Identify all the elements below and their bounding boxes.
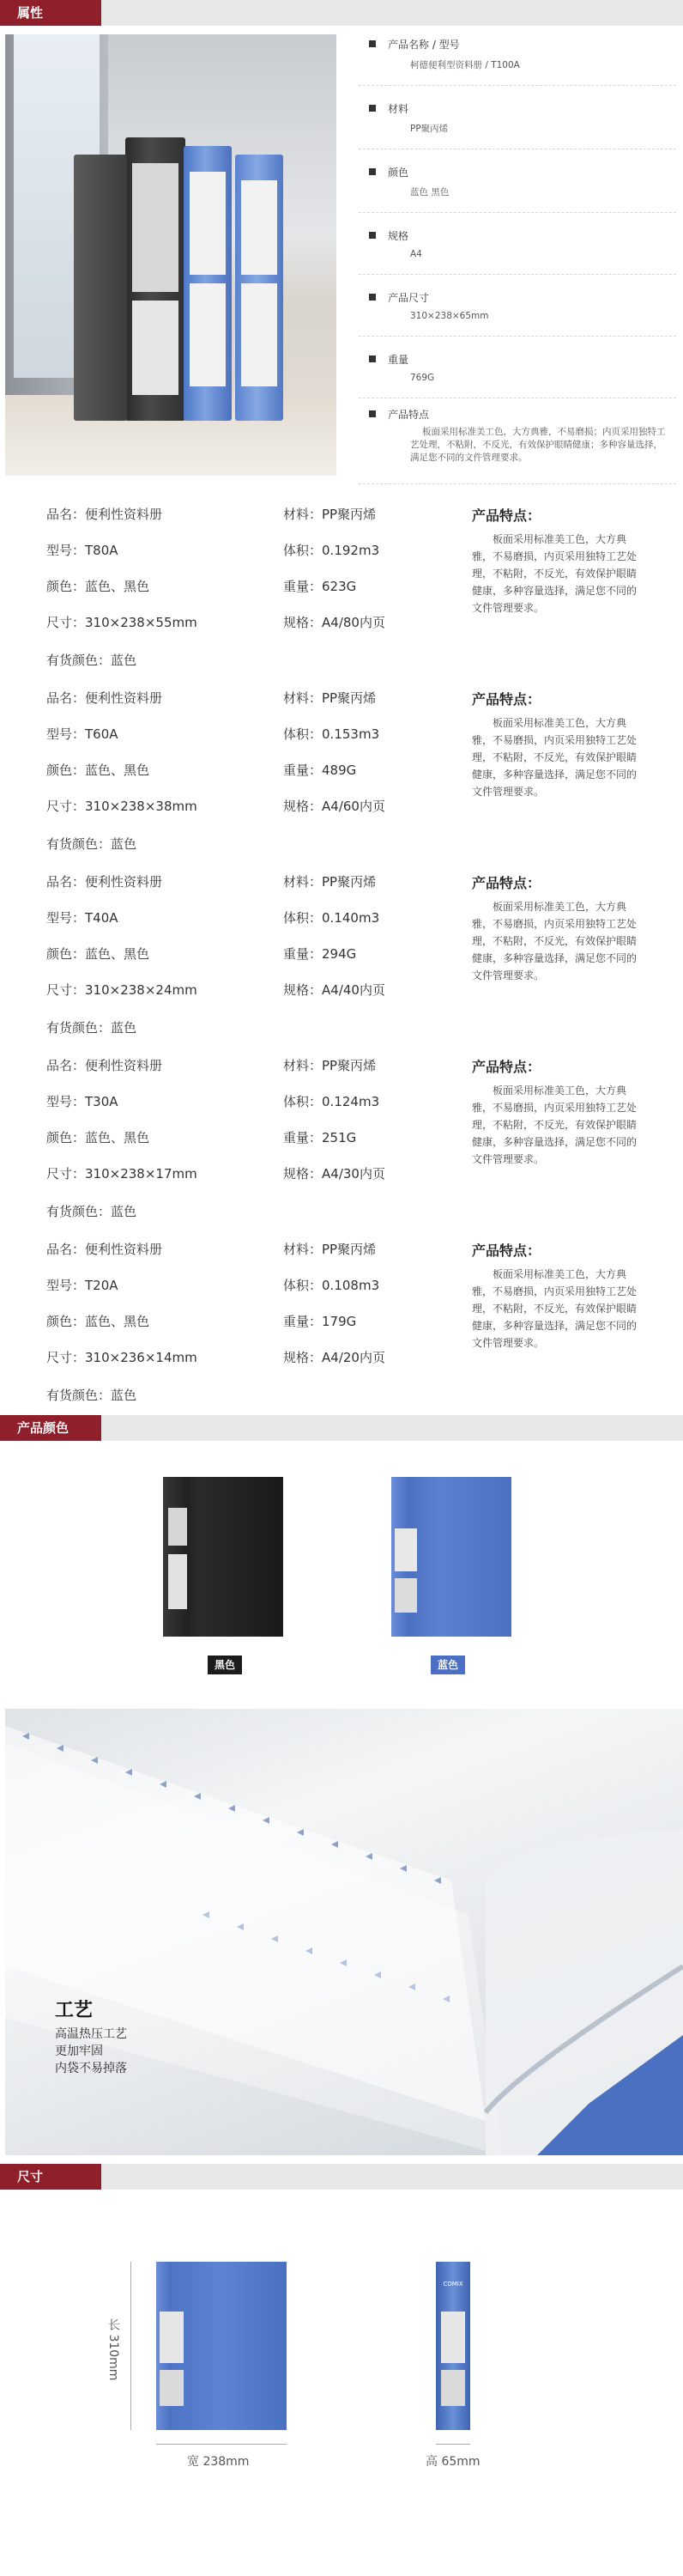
spec-color-label: 颜色：: [46, 946, 86, 962]
sheet-protector-illustration: [5, 1709, 683, 2155]
spec-volume-value: 0.192m3: [322, 543, 380, 558]
craft-line-3: 内袋不易掉落: [55, 2062, 127, 2075]
size-section-bar: [0, 2164, 683, 2190]
spec-material: [283, 505, 376, 523]
colors-section-title: 产品颜色: [0, 1415, 101, 1441]
spec-model: [46, 1092, 118, 1110]
spec-weight: [283, 1312, 356, 1330]
spec-volume: [283, 1276, 379, 1294]
attributes-section-bar: [0, 0, 683, 26]
blue-binder-image: [391, 1477, 511, 1637]
bullet-icon: [369, 410, 376, 417]
spec-color: [46, 1128, 149, 1146]
spec-block: [0, 1228, 683, 1410]
spec-volume-value: 0.124m3: [322, 1094, 380, 1109]
spec-name-value: 便利性资料册: [85, 1058, 163, 1073]
spec-name: [46, 505, 162, 523]
spec-weight: [283, 761, 356, 779]
spec-size-label: 尺寸：: [46, 982, 86, 998]
brand-text: COMIX: [443, 2281, 463, 2287]
spec-volume-label: 体积：: [283, 910, 323, 926]
spec-color-value: 蓝色、黑色: [85, 579, 150, 594]
spec-size: [46, 1348, 197, 1366]
spec-material-label: 材料：: [283, 1242, 323, 1257]
craft-line-2: 更加牢固: [55, 2044, 103, 2058]
attr-size: 产品尺寸 310×238×65mm: [359, 275, 676, 337]
spec-features-title: 产品特点：: [472, 1242, 541, 1259]
spec-volume-label: 体积：: [283, 1278, 323, 1293]
spec-weight-value: 489G: [322, 762, 357, 778]
bullet-icon: [369, 105, 376, 112]
spec-material-label: 材料：: [283, 1058, 323, 1073]
spec-volume: [283, 1092, 379, 1110]
spec-color: [46, 761, 149, 779]
bullet-icon: [369, 168, 376, 175]
colors-section-bar: [0, 1415, 683, 1441]
spec-color-label: 颜色：: [46, 1130, 86, 1145]
spec-stock-value: 蓝色: [111, 1204, 137, 1219]
spec-name-value: 便利性资料册: [85, 690, 163, 706]
spec-volume: [283, 908, 379, 927]
attr-name-model: 产品名称 / 型号 柯德便利型资料册 / T100A: [359, 34, 676, 86]
spec-material: [283, 1056, 376, 1074]
spec-model: [46, 908, 118, 927]
spec-color-value: 蓝色、黑色: [85, 762, 150, 778]
spec-material: [283, 1240, 376, 1258]
spec-material-value: PP聚丙烯: [322, 1242, 377, 1257]
spec-name-label: 品名：: [46, 1242, 86, 1257]
spec-spec-label: 规格：: [283, 799, 323, 814]
spec-size-value: 310×238×17mm: [85, 1166, 197, 1182]
attributes-section-title: 属性: [0, 0, 101, 26]
black-binder-cover: [74, 155, 127, 421]
spec-spec-value: A4/60内页: [322, 799, 385, 814]
spec-spec-label: 规格：: [283, 982, 323, 998]
spec-stock: [46, 651, 136, 669]
spec-color: [46, 1312, 149, 1330]
spec-features-text: 板面采用标准美工色，大方典雅，不易磨损，内页采用独特工艺处理，不粘附，不反光，有效保护眼睛健康，多种容量选择，满足您不同的文件管理要求。: [472, 717, 638, 798]
attribute-list: [359, 34, 676, 484]
spec-material-label: 材料：: [283, 874, 323, 890]
blue-color-label: 蓝色: [431, 1656, 465, 1674]
spec-color-label: 颜色：: [46, 1314, 86, 1329]
spec-block: [0, 1044, 683, 1226]
spec-model: [46, 725, 118, 743]
bullet-icon: [369, 40, 376, 47]
blue-binder-1: [184, 146, 232, 421]
spec-volume-value: 0.108m3: [322, 1278, 380, 1293]
attr-spec: 规格 A4: [359, 213, 676, 275]
attr-features: 产品特点 板面采用标准美工色，大方典雅，不易磨损；内页采用独特工艺处理，不粘附，不反光，有效保护眼睛健康；多种容量选择，满足您不同的文件管理要求。: [359, 398, 676, 484]
attr-color: 颜色 蓝色 黑色: [359, 149, 676, 213]
width-label: 宽 238mm: [187, 2455, 250, 2469]
spec-model: [46, 1276, 118, 1294]
spec-model-label: 型号：: [46, 1094, 86, 1109]
binder-spine-image: [436, 2262, 470, 2430]
spec-size-value: 310×238×24mm: [85, 982, 197, 998]
spec-stock-label: 有货颜色：: [46, 653, 112, 668]
spec-name-label: 品名：: [46, 690, 86, 706]
spec-model-value: T40A: [85, 910, 118, 926]
spec-name-label: 品名：: [46, 507, 86, 522]
bullet-icon: [369, 232, 376, 239]
spec-stock: [46, 1386, 136, 1404]
spec-material: [283, 872, 376, 890]
spec-name: [46, 689, 162, 707]
spec-color-label: 颜色：: [46, 762, 86, 778]
spec-block: [0, 860, 683, 1042]
spec-size: [46, 797, 197, 815]
spec-features-text: 板面采用标准美工色，大方典雅，不易磨损，内页采用独特工艺处理，不粘附，不反光，有效保护眼睛健康，多种容量选择，满足您不同的文件管理要求。: [472, 1084, 638, 1165]
spec-volume-value: 0.153m3: [322, 726, 380, 742]
spec-spec-value: A4/20内页: [322, 1350, 385, 1365]
spec-name-value: 便利性资料册: [85, 874, 163, 890]
spec-color-value: 蓝色、黑色: [85, 1130, 150, 1145]
height-dimension-line: [436, 2444, 470, 2445]
size-section-title: 尺寸: [0, 2164, 101, 2190]
spec-stock: [46, 1202, 136, 1220]
spec-features-title: 产品特点：: [472, 691, 541, 708]
spec-spec-value: A4/30内页: [322, 1166, 385, 1182]
spec-volume-label: 体积：: [283, 726, 323, 742]
width-dimension-line: [156, 2444, 287, 2445]
craft-line-1: 高温热压工艺: [55, 2027, 127, 2041]
spec-name-value: 便利性资料册: [85, 507, 163, 522]
spec-weight-value: 179G: [322, 1314, 357, 1329]
spec-weight-label: 重量：: [283, 1314, 323, 1329]
spec-weight-label: 重量：: [283, 946, 323, 962]
attr-weight: 重量 769G: [359, 337, 676, 398]
spec-weight: [283, 1128, 356, 1146]
spec-volume-label: 体积：: [283, 543, 323, 558]
spec-material-value: PP聚丙烯: [322, 1058, 377, 1073]
spec-stock-value: 蓝色: [111, 836, 137, 852]
spec-name: [46, 1056, 162, 1074]
spec-weight-label: 重量：: [283, 579, 323, 594]
spec-spec-value: A4/80内页: [322, 615, 385, 630]
spec-material-value: PP聚丙烯: [322, 507, 377, 522]
spec-weight: [283, 577, 356, 595]
spec-model-label: 型号：: [46, 910, 86, 926]
spec-stock-label: 有货颜色：: [46, 1204, 112, 1219]
spec-color-value: 蓝色、黑色: [85, 946, 150, 962]
spec-volume-value: 0.140m3: [322, 910, 380, 926]
spec-name-label: 品名：: [46, 874, 86, 890]
spec-material-label: 材料：: [283, 507, 323, 522]
spec-weight-value: 623G: [322, 579, 357, 594]
spec-spec-label: 规格：: [283, 1166, 323, 1182]
blue-binder-2: [235, 155, 283, 421]
spec-stock-label: 有货颜色：: [46, 1020, 112, 1036]
spec-stock-label: 有货颜色：: [46, 1388, 112, 1403]
height-label: 高 65mm: [426, 2455, 481, 2469]
spec-model-label: 型号：: [46, 726, 86, 742]
spec-spec-label: 规格：: [283, 1350, 323, 1365]
spec-spec: [283, 1164, 385, 1182]
spec-name: [46, 872, 162, 890]
spec-features-text: 板面采用标准美工色，大方典雅，不易磨损，内页采用独特工艺处理，不粘附，不反光，有效保护眼睛健康，多种容量选择，满足您不同的文件管理要求。: [472, 533, 638, 614]
spec-name-value: 便利性资料册: [85, 1242, 163, 1257]
bullet-icon: [369, 294, 376, 301]
length-label: 长 310mm: [106, 2318, 120, 2381]
black-binder-image: [163, 1477, 283, 1637]
spec-weight: [283, 945, 356, 963]
length-dimension-line: [130, 2262, 131, 2430]
spec-volume: [283, 541, 379, 559]
spec-features-text: 板面采用标准美工色，大方典雅，不易磨损，内页采用独特工艺处理，不粘附，不反光，有效保护眼睛健康，多种容量选择，满足您不同的文件管理要求。: [472, 1268, 638, 1349]
spec-features-title: 产品特点：: [472, 507, 541, 524]
spec-material: [283, 689, 376, 707]
spec-material-value: PP聚丙烯: [322, 690, 377, 706]
spec-size-value: 310×236×14mm: [85, 1350, 197, 1365]
spec-model-value: T80A: [85, 543, 118, 558]
spec-spec: [283, 613, 385, 631]
spec-weight-label: 重量：: [283, 762, 323, 778]
spec-name-label: 品名：: [46, 1058, 86, 1073]
spec-model: [46, 541, 118, 559]
spec-stock-value: 蓝色: [111, 653, 137, 668]
spec-stock-label: 有货颜色：: [46, 836, 112, 852]
spec-name: [46, 1240, 162, 1258]
spec-size: [46, 613, 197, 631]
spec-model-value: T60A: [85, 726, 118, 742]
spec-stock: [46, 835, 136, 853]
binder-front-image: [156, 2262, 287, 2430]
craft-title: 工艺: [55, 2000, 94, 2021]
spec-size-label: 尺寸：: [46, 1350, 86, 1365]
spec-size: [46, 981, 197, 999]
spec-spec: [283, 1348, 385, 1366]
spec-features-text: 板面采用标准美工色，大方典雅，不易磨损，内页采用独特工艺处理，不粘附，不反光，有效保护眼睛健康，多种容量选择，满足您不同的文件管理要求。: [472, 901, 638, 981]
spec-model-label: 型号：: [46, 543, 86, 558]
spec-size-label: 尺寸：: [46, 1166, 86, 1182]
spec-spec-label: 规格：: [283, 615, 323, 630]
spec-model-label: 型号：: [46, 1278, 86, 1293]
bullet-icon: [369, 355, 376, 362]
spec-color: [46, 577, 149, 595]
spec-color-value: 蓝色、黑色: [85, 1314, 150, 1329]
spec-volume-label: 体积：: [283, 1094, 323, 1109]
spec-spec-value: A4/40内页: [322, 982, 385, 998]
spec-spec: [283, 797, 385, 815]
spec-block: [0, 677, 683, 859]
spec-volume: [283, 725, 379, 743]
spec-spec: [283, 981, 385, 999]
attr-material: 材料 PP聚丙烯: [359, 86, 676, 149]
black-color-label: 黑色: [208, 1656, 242, 1674]
spec-stock-value: 蓝色: [111, 1388, 137, 1403]
spec-model-value: T30A: [85, 1094, 118, 1109]
spec-model-value: T20A: [85, 1278, 118, 1293]
spec-size-label: 尺寸：: [46, 615, 86, 630]
spec-features-title: 产品特点：: [472, 1059, 541, 1075]
spec-size-label: 尺寸：: [46, 799, 86, 814]
spec-size-value: 310×238×55mm: [85, 615, 197, 630]
black-binder-spine: [125, 137, 185, 421]
craft-photo: [5, 1709, 683, 2155]
spec-color: [46, 945, 149, 963]
product-hero-photo: [5, 34, 336, 476]
spec-weight-label: 重量：: [283, 1130, 323, 1145]
spec-material-label: 材料：: [283, 690, 323, 706]
spec-color-label: 颜色：: [46, 579, 86, 594]
spec-size-value: 310×238×38mm: [85, 799, 197, 814]
spec-stock-value: 蓝色: [111, 1020, 137, 1036]
spec-stock: [46, 1018, 136, 1036]
spec-material-value: PP聚丙烯: [322, 874, 377, 890]
spec-block: [0, 493, 683, 675]
spec-size: [46, 1164, 197, 1182]
spec-features-title: 产品特点：: [472, 875, 541, 891]
spec-weight-value: 251G: [322, 1130, 357, 1145]
spec-weight-value: 294G: [322, 946, 357, 962]
